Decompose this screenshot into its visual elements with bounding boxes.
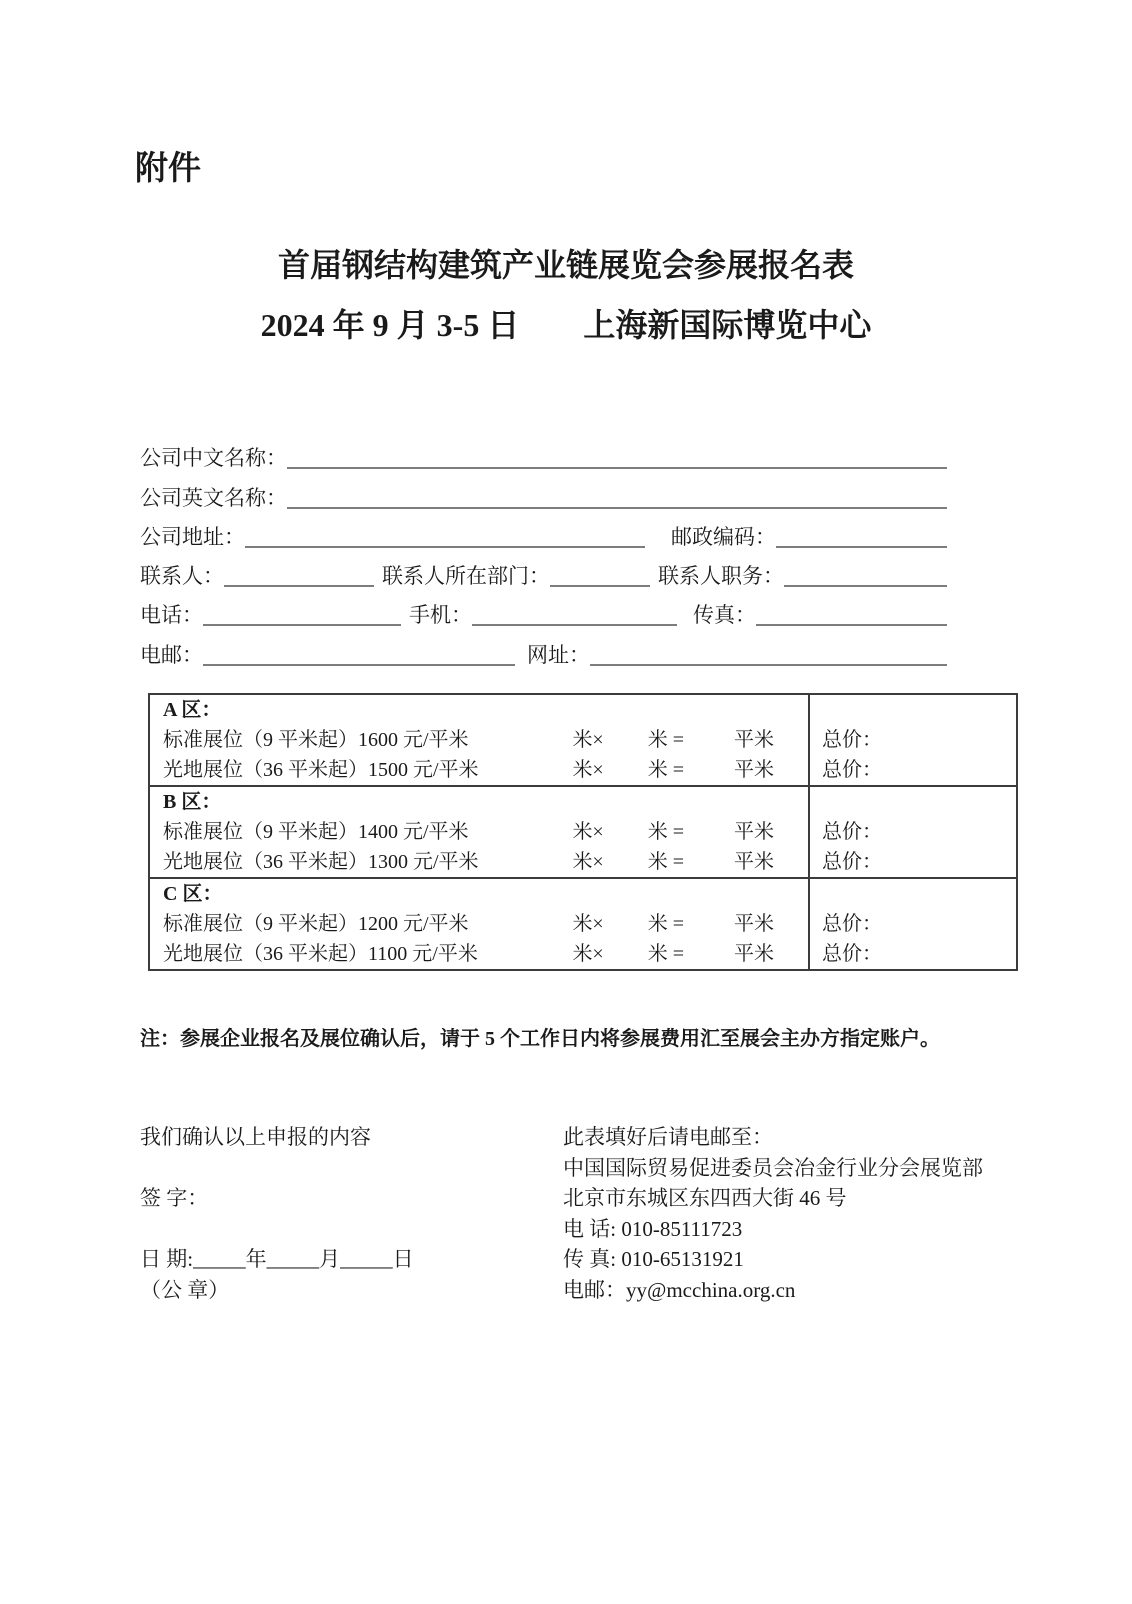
zone-b-left-cell xyxy=(150,787,810,877)
organizer-fax: 传 真: 010-65131921 xyxy=(563,1247,744,1272)
booth-pricing-table xyxy=(148,693,1018,971)
form-title: 首届钢结构建筑产业链展览会参展报名表 xyxy=(277,247,854,283)
zone-c-total-cell xyxy=(810,879,1016,969)
meters-equals: 米 = xyxy=(647,821,684,843)
sqm-label: 平米 xyxy=(734,913,774,935)
total-price-label: 总价： xyxy=(822,729,882,751)
meters-equals: 米 = xyxy=(647,729,684,751)
booth-desc: 标准展位（9 平米起）1600 元/平米 xyxy=(163,729,469,751)
sqm-label: 平米 xyxy=(734,851,774,873)
empty-line xyxy=(140,1214,563,1245)
zone-b-section xyxy=(150,787,1016,879)
zone-c-standard-row xyxy=(163,909,808,939)
department-blank xyxy=(550,583,650,587)
mobile-label: 手机： xyxy=(409,603,472,628)
meters-x: 米× xyxy=(572,821,604,843)
booth-desc: 标准展位（9 平米起）1200 元/平米 xyxy=(163,913,469,935)
company-cn-label: 公司中文名称： xyxy=(140,446,287,471)
position-blank xyxy=(784,583,947,587)
sqm-label: 平米 xyxy=(734,759,774,781)
confirm-statement: 我们确认以上申报的内容 xyxy=(140,1125,371,1149)
contact-row xyxy=(140,548,947,587)
meters-x: 米× xyxy=(572,913,604,935)
phone-label: 电话： xyxy=(140,603,203,628)
zone-a-raw-row xyxy=(163,755,808,785)
organizer-phone: 电 话: 010-85111723 xyxy=(563,1216,743,1241)
booth-desc: 标准展位（9 平米起）1400 元/平米 xyxy=(163,821,469,843)
postcode-blank xyxy=(776,544,947,548)
mobile-blank xyxy=(472,622,677,626)
booth-desc: 光地展位（36 平米起）1100 元/平米 xyxy=(163,943,478,965)
email-label: 电邮： xyxy=(140,642,203,667)
signature-column xyxy=(140,1122,563,1306)
meters-x: 米× xyxy=(572,943,604,965)
fax-label: 传真： xyxy=(693,603,756,628)
email-blank xyxy=(203,662,515,666)
email-row xyxy=(140,626,947,665)
empty-line xyxy=(140,1153,563,1184)
zone-a-section xyxy=(150,695,1016,787)
position-label: 联系人职务： xyxy=(658,564,784,589)
sqm-label: 平米 xyxy=(734,729,774,751)
total-price-label: 总价： xyxy=(822,913,882,935)
zone-b-header: B 区： xyxy=(163,791,222,813)
zone-c-left-cell xyxy=(150,879,810,969)
meters-equals: 米 = xyxy=(647,759,684,781)
company-info-form xyxy=(140,430,947,666)
phone-blank xyxy=(203,622,401,626)
zone-a-total-cell xyxy=(810,695,1016,785)
contact-blank xyxy=(224,583,374,587)
company-cn-row xyxy=(140,430,947,469)
empty-line xyxy=(822,879,1016,909)
attachment-label: 附件 xyxy=(135,149,201,186)
address-blank xyxy=(245,544,645,548)
meters-equals: 米 = xyxy=(647,913,684,935)
zone-b-total-cell xyxy=(810,787,1016,877)
zone-a-left-cell xyxy=(150,695,810,785)
meters-x: 米× xyxy=(572,729,604,751)
company-en-row xyxy=(140,469,947,508)
organizer-name: 中国国际贸易促进委员会冶金行业分会展览部 xyxy=(563,1155,983,1180)
company-en-label: 公司英文名称： xyxy=(140,485,287,510)
fax-blank xyxy=(756,622,947,626)
sqm-label: 平米 xyxy=(734,821,774,843)
address-label: 公司地址： xyxy=(140,524,245,549)
website-blank xyxy=(590,662,947,666)
seal-label: （公 章） xyxy=(140,1277,230,1302)
organizer-email: 电邮：yy@mcchina.org.cn xyxy=(563,1277,796,1302)
event-date-venue: 2024 年 9 月 3-5 日 上海新国际博览中心 xyxy=(260,307,872,343)
company-cn-blank xyxy=(287,465,947,469)
postcode-label: 邮政编码： xyxy=(671,524,776,549)
total-price-label: 总价： xyxy=(822,759,882,781)
zone-a-header: A 区： xyxy=(163,699,222,721)
mailto-heading: 此表填好后请电邮至： xyxy=(563,1125,773,1149)
total-price-label: 总价： xyxy=(822,821,882,843)
empty-line xyxy=(822,695,1016,725)
zone-a-standard-row xyxy=(163,725,808,755)
meters-x: 米× xyxy=(572,759,604,781)
meters-equals: 米 = xyxy=(647,943,684,965)
footer-block xyxy=(140,1122,1020,1306)
zone-c-section xyxy=(150,879,1016,969)
contact-label: 联系人： xyxy=(140,564,224,589)
organizer-contact-column xyxy=(563,1122,1020,1306)
total-price-label: 总价： xyxy=(822,943,882,965)
zone-b-raw-row xyxy=(163,847,808,877)
phone-row xyxy=(140,587,947,626)
meters-x: 米× xyxy=(572,851,604,873)
department-label: 联系人所在部门： xyxy=(382,564,550,589)
date-line: 日 期:_____年_____月_____日 xyxy=(140,1247,414,1272)
payment-note: 注：参展企业报名及展位确认后，请于 5 个工作日内将参展费用汇至展会主办方指定账户。 xyxy=(140,1028,940,1050)
empty-line xyxy=(822,787,1016,817)
website-label: 网址： xyxy=(527,642,590,667)
address-row xyxy=(140,509,947,548)
meters-equals: 米 = xyxy=(647,851,684,873)
zone-b-standard-row xyxy=(163,817,808,847)
booth-desc: 光地展位（36 平米起）1500 元/平米 xyxy=(163,759,479,781)
signature-label: 签 字： xyxy=(140,1186,209,1211)
zone-c-raw-row xyxy=(163,939,808,969)
total-price-label: 总价： xyxy=(822,851,882,873)
company-en-blank xyxy=(287,505,947,509)
booth-desc: 光地展位（36 平米起）1300 元/平米 xyxy=(163,851,479,873)
organizer-address: 北京市东城区东四西大街 46 号 xyxy=(563,1186,847,1211)
zone-c-header: C 区： xyxy=(163,883,223,905)
sqm-label: 平米 xyxy=(734,943,774,965)
